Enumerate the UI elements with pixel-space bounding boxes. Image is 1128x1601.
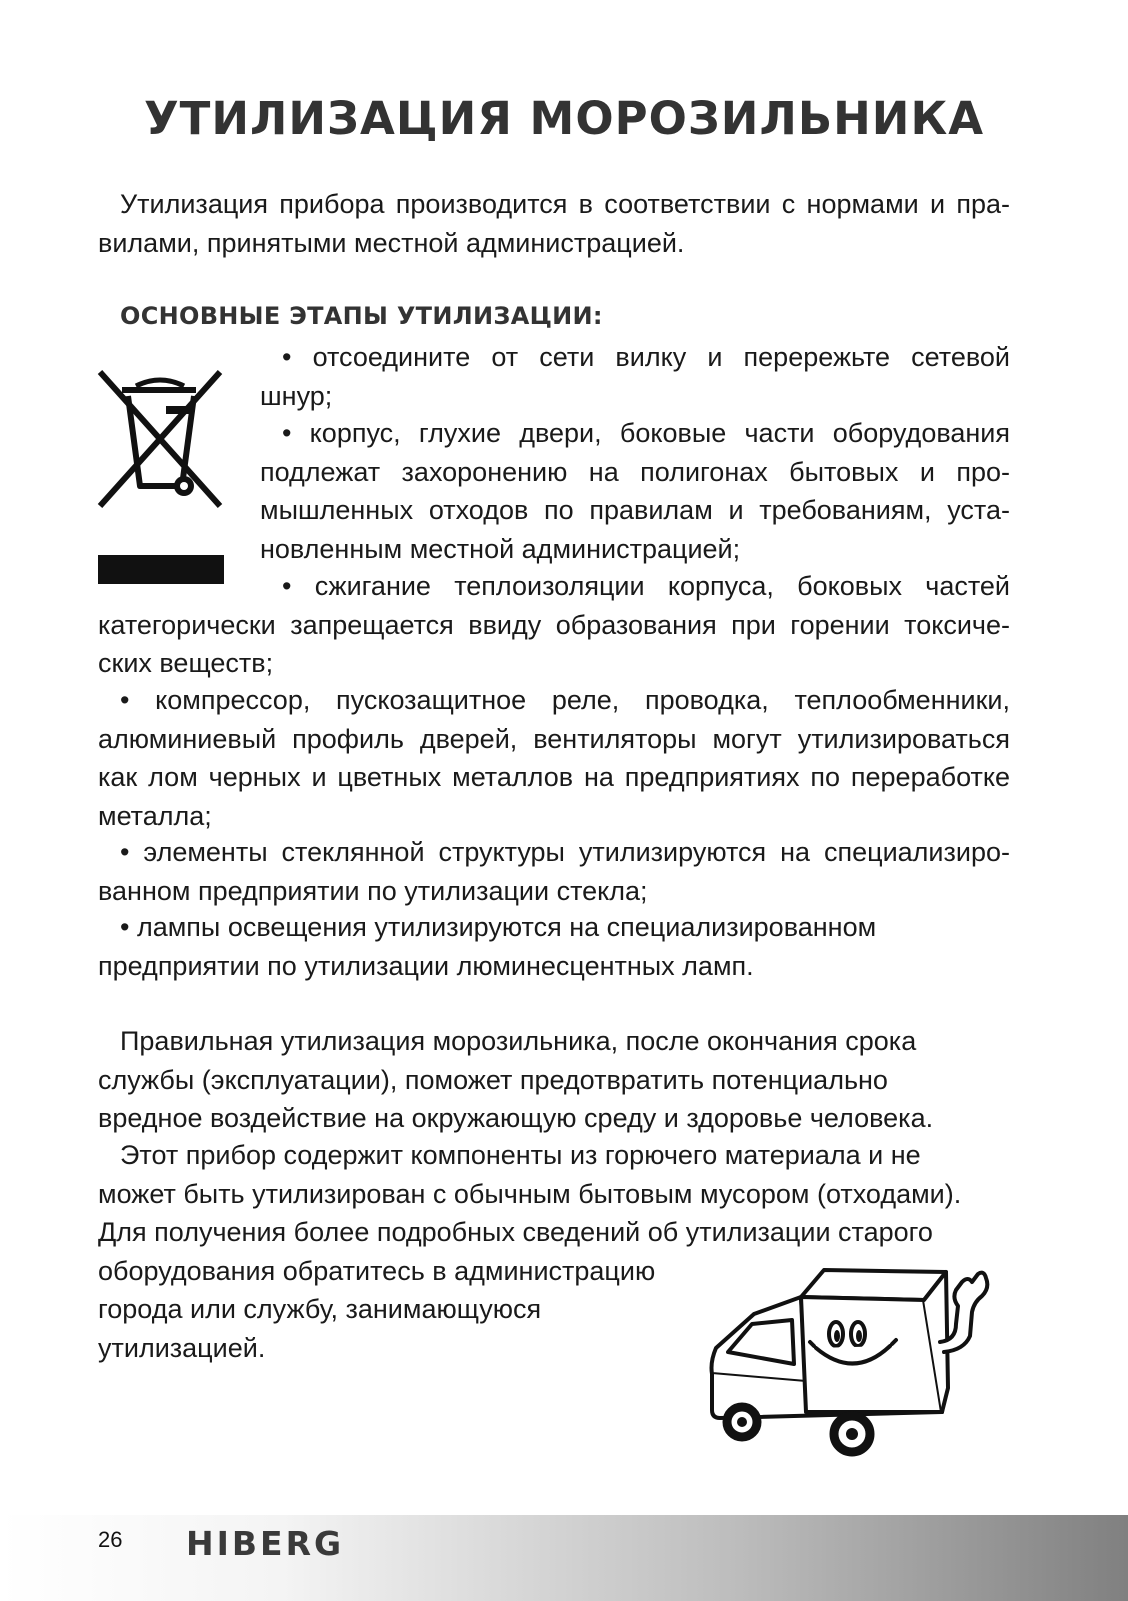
paragraph-line: может быть утилизирован с обычным бытовым мусором (отходами). xyxy=(98,1178,962,1209)
footer-bar xyxy=(0,1515,1128,1601)
bullet-line: новленным местной администрацией; xyxy=(260,533,741,564)
paragraph-line: утилизацией. xyxy=(98,1332,266,1363)
bullet-line: ванном предприятии по утилизации стекла; xyxy=(98,875,648,906)
intro-line: Утилизация прибора производится в соответствии с нормами и пра- xyxy=(120,189,1010,219)
bullet-list-item xyxy=(98,681,1010,835)
bullet-line: алюминиевый профиль дверей, вентиляторы могут утилизироваться xyxy=(98,723,1010,754)
page-number: 26 xyxy=(98,1527,123,1552)
bullet-line: • корпус, глухие двери, боковые части оборудования xyxy=(282,418,1010,448)
paragraph xyxy=(98,1022,1010,1138)
smiling-delivery-truck-illustration xyxy=(706,1262,1026,1492)
paragraph-line: Правильная утилизация морозильника, после окончания срока xyxy=(120,1026,917,1056)
bullet-list-item xyxy=(98,567,1010,683)
hiberg-logo xyxy=(186,1525,382,1559)
bullet-line: • элементы стеклянной структуры утилизируются на специализиро- xyxy=(120,837,1010,867)
bullet-list-item xyxy=(98,908,1010,985)
bullet-line: • лампы освещения утилизируются на специализированном xyxy=(120,912,877,942)
bullet-line: подлежат захоронению на полигонах бытовых и про- xyxy=(260,456,1010,487)
bullet-line: • сжигание теплоизоляции корпуса, боковых частей xyxy=(282,571,1010,601)
section-title: ОСНОВНЫЕ ЭТАПЫ УТИЛИЗАЦИИ: xyxy=(120,302,603,330)
bullet-line: мышленных отходов по правилам и требованиям, уста- xyxy=(260,495,1010,525)
bullet-list-item xyxy=(260,414,1010,568)
bullet-line: категорически запрещается ввиду образования при горении токсиче- xyxy=(98,609,1010,640)
paragraph-line: Этот прибор содержит компоненты из горючего материала и не xyxy=(120,1140,921,1170)
paragraph-line: вредное воздействие на окружающую среду и здоровье человека. xyxy=(98,1103,934,1133)
bullet-list-item xyxy=(260,338,1010,415)
paragraph-line: службы (эксплуатации), поможет предотвратить потенциально xyxy=(98,1064,888,1095)
crossed-out-wheeled-bin-icon xyxy=(96,366,224,516)
paragraph-line: города или службу, занимающуюся xyxy=(98,1294,542,1324)
bullet-line: ских веществ; xyxy=(98,648,274,678)
paragraph-line: оборудования обратитесь в администрацию xyxy=(98,1255,656,1286)
brand-text: HIBERG xyxy=(186,1525,345,1559)
bullet-line: • отсоедините от сети вилку и перережьте сетевой xyxy=(282,342,1010,372)
bullet-list-item xyxy=(98,833,1010,910)
bullet-line: металла; xyxy=(98,800,212,831)
intro-line: вилами, принятыми местной администрацией. xyxy=(98,227,685,258)
page-title: УТИЛИЗАЦИЯ МОРОЗИЛЬНИКА xyxy=(143,92,985,145)
intro-paragraph xyxy=(98,185,1010,262)
paragraph-line: Для получения более подробных сведений об утилизации старого xyxy=(98,1217,933,1247)
bullet-line: • компрессор, пускозащитное реле, проводка, теплообменники, xyxy=(120,685,1010,715)
bullet-line: предприятии по утилизации люминесцентных ламп. xyxy=(98,950,754,981)
bullet-line: шнур; xyxy=(260,380,333,411)
bullet-line: как лом черных и цветных металлов на предприятиях по переработке xyxy=(98,762,1010,792)
